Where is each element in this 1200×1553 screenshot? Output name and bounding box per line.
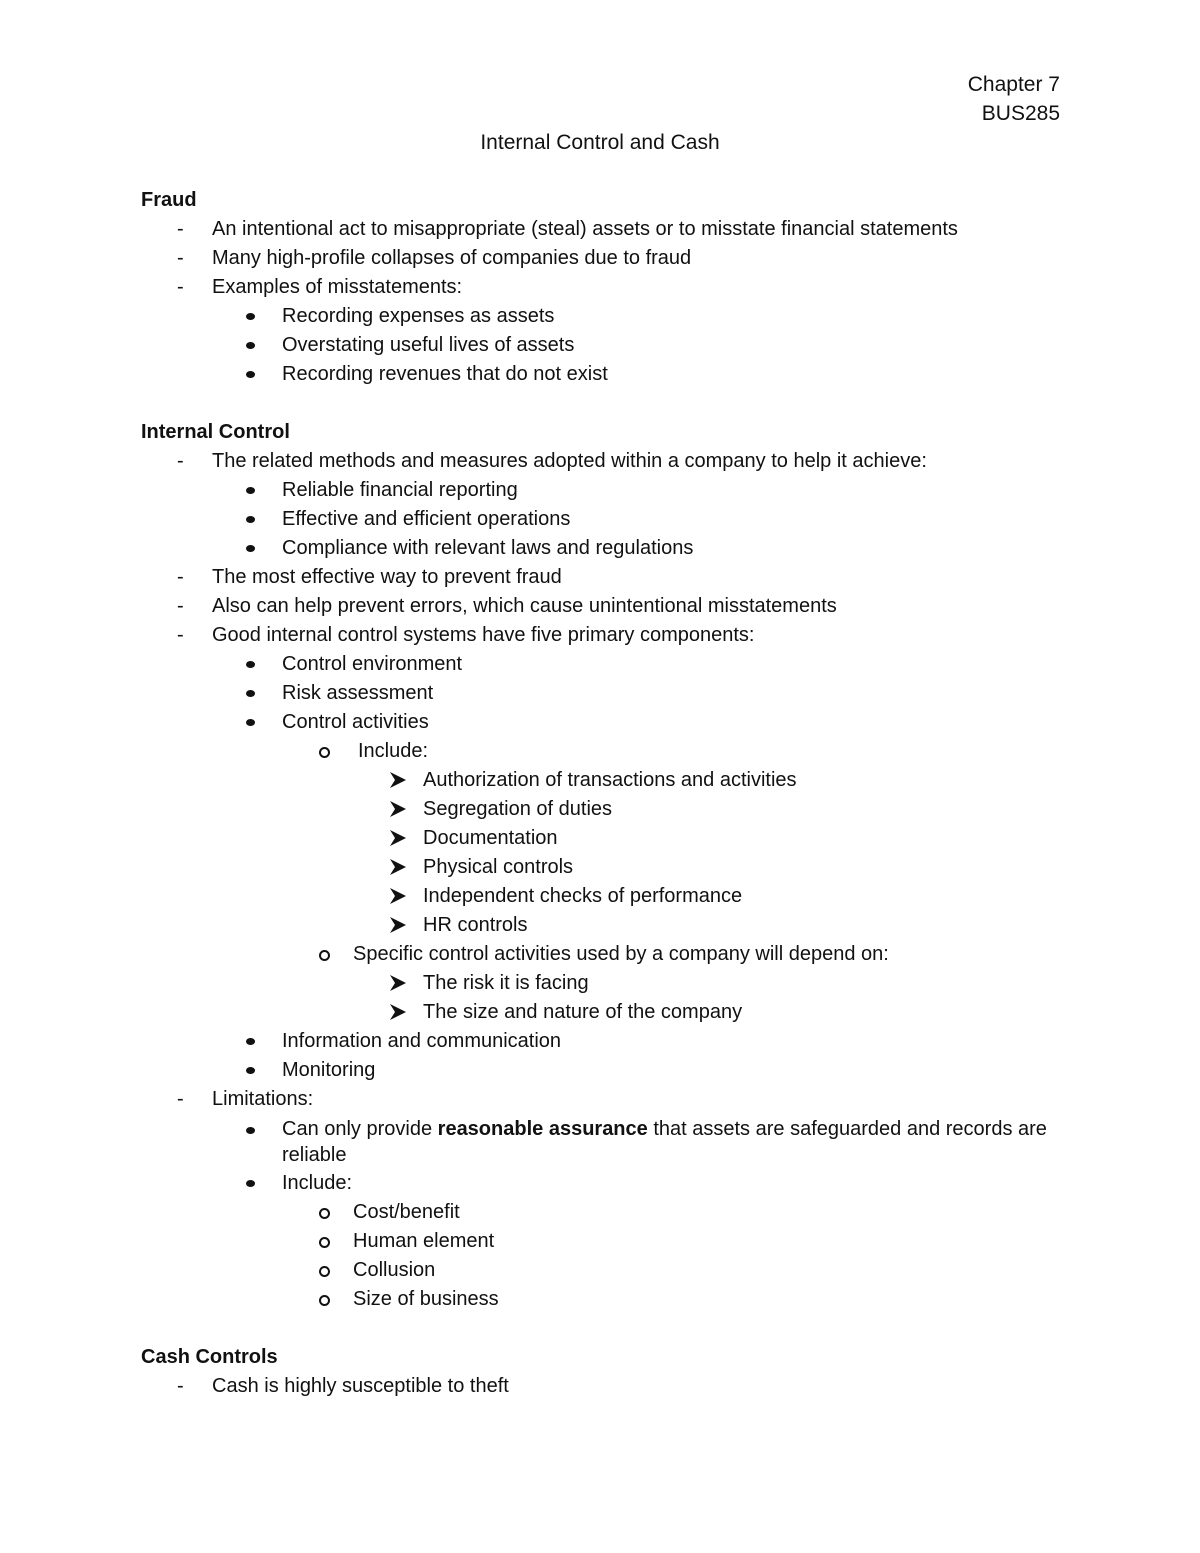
list-item-text: Limitations: bbox=[212, 1088, 314, 1110]
dash-bullet-icon bbox=[177, 1372, 184, 1401]
list-item bbox=[141, 447, 1071, 563]
list-item-text: Cost/benefit bbox=[353, 1201, 460, 1223]
dash-bullet-icon bbox=[177, 273, 184, 302]
list-item bbox=[141, 824, 1071, 853]
list-item bbox=[141, 737, 1071, 940]
list-item bbox=[141, 1114, 1071, 1169]
section-heading: Fraud bbox=[141, 189, 197, 211]
list-item-text: Human element bbox=[353, 1230, 495, 1252]
filled-bullet-icon bbox=[246, 342, 255, 349]
document-title: Internal Control and Cash bbox=[480, 131, 720, 154]
arrowhead-bullet-icon bbox=[389, 772, 406, 788]
misstatement-examples-list bbox=[141, 302, 1071, 389]
list-item bbox=[141, 331, 1071, 360]
dash-bullet-icon bbox=[177, 1085, 184, 1114]
filled-bullet-icon bbox=[246, 690, 255, 697]
list-item bbox=[141, 1227, 1071, 1256]
list-item bbox=[141, 853, 1071, 882]
list-item bbox=[141, 1372, 1071, 1401]
list-item-text: Overstating useful lives of assets bbox=[282, 334, 575, 356]
arrowhead-bullet-icon bbox=[389, 801, 406, 817]
hollow-bullet-icon bbox=[319, 1295, 330, 1306]
list-item-text: Risk assessment bbox=[282, 682, 434, 704]
list-item-text: Effective and efficient operations bbox=[282, 508, 571, 530]
list-item-text: Reliable financial reporting bbox=[282, 479, 518, 501]
list-item-text: The most effective way to prevent fraud bbox=[212, 566, 562, 588]
list-item-text: Examples of misstatements: bbox=[212, 276, 463, 298]
list-item-text: that assets are safeguarded and records are reliable bbox=[282, 1118, 1047, 1166]
arrowhead-bullet-icon bbox=[389, 830, 406, 846]
list-item-text: Include: bbox=[282, 1172, 353, 1194]
list-item-text: Physical controls bbox=[423, 856, 574, 878]
hollow-bullet-icon bbox=[319, 747, 330, 758]
list-item-text: The related methods and measures adopted within a company to help it achieve: bbox=[212, 450, 927, 472]
list-item-text: Good internal control systems have five primary components: bbox=[212, 624, 755, 646]
section-cash-controls bbox=[141, 1343, 1071, 1401]
section-heading: Internal Control bbox=[141, 421, 290, 443]
internal-control-list bbox=[141, 447, 1071, 1314]
filled-bullet-icon bbox=[246, 1127, 255, 1134]
hollow-bullet-icon bbox=[319, 1237, 330, 1248]
list-item bbox=[141, 1085, 1071, 1314]
chapter-label: Chapter 7 bbox=[967, 73, 1060, 96]
filled-bullet-icon bbox=[246, 487, 255, 494]
list-item bbox=[141, 215, 1071, 244]
list-item-text: Include: bbox=[358, 740, 429, 762]
list-item-text: Collusion bbox=[353, 1259, 436, 1281]
list-item bbox=[141, 302, 1071, 331]
document-body bbox=[141, 186, 1071, 1401]
page-header bbox=[968, 70, 1060, 128]
filled-bullet-icon bbox=[246, 1038, 255, 1045]
section-internal-control bbox=[141, 418, 1071, 1314]
list-item-text: Information and communication bbox=[282, 1030, 562, 1052]
filled-bullet-icon bbox=[246, 313, 255, 320]
list-item bbox=[141, 476, 1071, 505]
list-item bbox=[141, 505, 1071, 534]
list-item-text: Segregation of duties bbox=[423, 798, 613, 820]
filled-bullet-icon bbox=[246, 1180, 255, 1187]
dash-bullet-icon bbox=[177, 215, 184, 244]
dash-bullet-icon bbox=[177, 244, 184, 273]
course-code: BUS285 bbox=[981, 102, 1060, 125]
list-item-text: Size of business bbox=[353, 1288, 499, 1310]
filled-bullet-icon bbox=[246, 371, 255, 378]
arrowhead-bullet-icon bbox=[389, 859, 406, 875]
list-item-text: Monitoring bbox=[282, 1059, 376, 1081]
limitations-list bbox=[141, 1114, 1071, 1314]
list-item-text: Many high-profile collapses of companies due to fraud bbox=[212, 247, 692, 269]
list-item bbox=[141, 1056, 1071, 1085]
list-item-text: Recording revenues that do not exist bbox=[282, 363, 608, 385]
hollow-bullet-icon bbox=[319, 1208, 330, 1219]
section-heading: Cash Controls bbox=[141, 1346, 278, 1368]
list-item bbox=[141, 360, 1071, 389]
list-item bbox=[141, 592, 1071, 621]
list-item-text: Authorization of transactions and activities bbox=[423, 769, 797, 791]
list-item-text: Recording expenses as assets bbox=[282, 305, 555, 327]
components-list bbox=[141, 650, 1071, 1085]
list-item bbox=[141, 708, 1071, 1027]
list-item-text: The size and nature of the company bbox=[423, 1001, 743, 1023]
list-item-text: The risk it is facing bbox=[423, 972, 589, 994]
activities-depend-list bbox=[141, 969, 1071, 1027]
list-item bbox=[141, 940, 1071, 1027]
list-item bbox=[141, 882, 1071, 911]
list-item-text: Documentation bbox=[423, 827, 558, 849]
dash-bullet-icon bbox=[177, 447, 184, 476]
activities-include-list bbox=[141, 766, 1071, 940]
hollow-bullet-icon bbox=[319, 950, 330, 961]
list-item bbox=[141, 1285, 1071, 1314]
list-item-text: Compliance with relevant laws and regulations bbox=[282, 537, 694, 559]
list-item-text: Control activities bbox=[282, 711, 429, 733]
dash-bullet-icon bbox=[177, 563, 184, 592]
fraud-list bbox=[141, 215, 1071, 389]
list-item bbox=[141, 766, 1071, 795]
filled-bullet-icon bbox=[246, 661, 255, 668]
list-item bbox=[141, 679, 1071, 708]
filled-bullet-icon bbox=[246, 545, 255, 552]
list-item-text: Also can help prevent errors, which cause unintentional misstatements bbox=[212, 595, 837, 617]
filled-bullet-icon bbox=[246, 516, 255, 523]
cash-controls-list bbox=[141, 1372, 1071, 1401]
dash-bullet-icon bbox=[177, 592, 184, 621]
list-item bbox=[141, 911, 1071, 940]
list-item-text: Control environment bbox=[282, 653, 463, 675]
list-item bbox=[141, 563, 1071, 592]
section-fraud bbox=[141, 186, 1071, 389]
list-item-text: Cash is highly susceptible to theft bbox=[212, 1375, 509, 1397]
list-item-text: HR controls bbox=[423, 914, 528, 936]
emphasis-text: reasonable assurance bbox=[437, 1118, 648, 1140]
control-activities-list bbox=[141, 737, 1071, 1027]
list-item-text: Can only provide bbox=[282, 1118, 438, 1140]
arrowhead-bullet-icon bbox=[389, 1004, 406, 1020]
list-item bbox=[141, 650, 1071, 679]
limitations-include-list bbox=[141, 1198, 1071, 1314]
list-item bbox=[141, 1198, 1071, 1227]
list-item bbox=[141, 244, 1071, 273]
arrowhead-bullet-icon bbox=[389, 917, 406, 933]
list-item-text: Independent checks of performance bbox=[423, 885, 743, 907]
list-item bbox=[141, 273, 1071, 389]
control-goals-list bbox=[141, 476, 1071, 563]
list-item-text: Specific control activities used by a company will depend on: bbox=[353, 943, 889, 965]
list-item bbox=[141, 621, 1071, 1085]
arrowhead-bullet-icon bbox=[389, 975, 406, 991]
list-item-text: An intentional act to misappropriate (steal) assets or to misstate financial statements bbox=[212, 218, 958, 240]
list-item bbox=[141, 795, 1071, 824]
dash-bullet-icon bbox=[177, 621, 184, 650]
list-item bbox=[141, 1169, 1071, 1314]
filled-bullet-icon bbox=[246, 1067, 255, 1074]
list-item bbox=[141, 1027, 1071, 1056]
list-item bbox=[141, 998, 1071, 1027]
list-item bbox=[141, 969, 1071, 998]
arrowhead-bullet-icon bbox=[389, 888, 406, 904]
list-item bbox=[141, 534, 1071, 563]
filled-bullet-icon bbox=[246, 719, 255, 726]
hollow-bullet-icon bbox=[319, 1266, 330, 1277]
list-item bbox=[141, 1256, 1071, 1285]
